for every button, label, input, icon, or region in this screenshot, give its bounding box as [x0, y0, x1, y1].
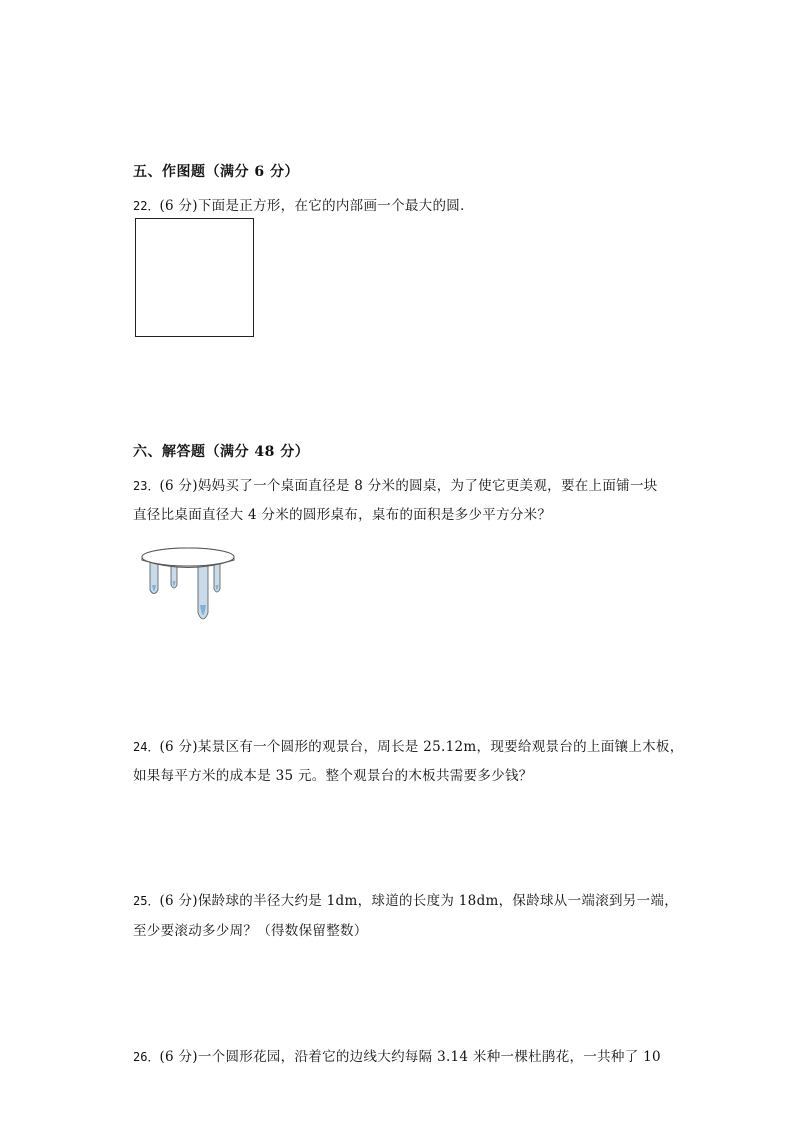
question-26-line-1 — [133, 1045, 661, 1065]
question-text: 妈妈买了一个桌面直径是 8 分米的圆桌，为了使它更美观，要在上面铺一块 — [197, 478, 658, 494]
question-23-line-2: 直径比桌面直径大 4 分米的圆形桌布，桌布的面积是多少平方分米？ — [133, 507, 552, 523]
question-number: 23． — [133, 479, 160, 493]
question-text: 一个圆形花园，沿着它的边线大约每隔 3.14 米种一棵杜鹃花，一共种了 10 — [197, 1049, 661, 1065]
question-25-line-2: 至少要滚动多少周？（得数保留整数） — [133, 923, 368, 939]
round-table-illustration — [138, 535, 238, 625]
question-24-line-2: 如果每平方米的成本是 35 元。整个观景台的木板共需要多少钱？ — [133, 768, 533, 784]
question-number: 24． — [133, 740, 160, 754]
question-text: 保龄球的半径大约是 1dm，球道的长度为 18dm，保龄球从一端滚到另一端， — [197, 893, 679, 909]
question-23-line-1 — [133, 474, 658, 494]
question-22 — [133, 194, 474, 214]
question-number: 25． — [133, 894, 160, 908]
question-score: (6 分) — [159, 198, 198, 214]
square-drawing-area[interactable] — [135, 218, 254, 337]
question-text: 某景区有一个圆形的观景台，周长是 25.12m，现要给观景台的上面镶上木板， — [197, 739, 684, 755]
question-24-line-1 — [133, 735, 684, 755]
question-25-line-1 — [133, 889, 678, 909]
question-score: (6 分) — [159, 478, 198, 494]
question-text: 下面是正方形，在它的内部画一个最大的圆． — [197, 198, 474, 214]
question-score: (6 分) — [159, 893, 198, 909]
question-score: (6 分) — [159, 739, 198, 755]
section-title-drawing: 五、作图题（满分 6 分） — [133, 164, 299, 180]
question-number: 22． — [133, 199, 160, 213]
question-score: (6 分) — [159, 1049, 198, 1065]
section-title-solving: 六、解答题（满分 48 分） — [133, 444, 310, 460]
question-number: 26． — [133, 1050, 160, 1064]
